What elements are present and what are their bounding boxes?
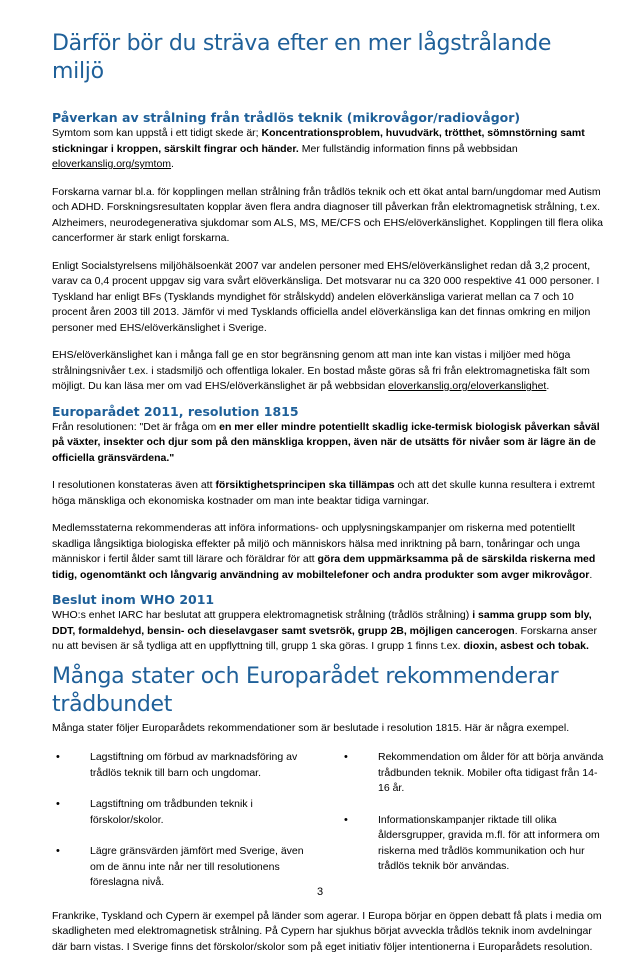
section-heading-radiation-effects: Påverkan av strålning från trådlös teknik (mikrovågor/radiovågor): [52, 110, 608, 126]
bold-text: göra dem uppmärksamma på de särskilda riskerna med tidig, ogenomtänkt och långvarig användning av mobiltelefoner och andra produkter som avger mikrovågor: [52, 553, 595, 581]
text-run: . Forskarna anser nu att bevisen är så tydliga att en uppflyttning till, grupp 1 ska göras. I grupp 1 finns t.ex.: [52, 625, 597, 653]
recommendations-intro: Många stater följer Europarådets rekommendationer som är beslutade i resolution 1815. Här är några exempel.: [52, 721, 608, 737]
bold-text: i samma grupp som bly, DDT, formaldehyd, bensin- och dieselavgaser samt svetsrök, grupp 2B, möjligen cancerogen: [52, 609, 592, 637]
symptom-link[interactable]: eloverkanslig.org/symtom: [52, 158, 171, 170]
who-paragraph: [52, 608, 608, 655]
text-run: Symtom som kan uppstå i ett tidigt skede är;: [52, 127, 262, 139]
bold-text: Koncentrationsproblem, huvudvärk, trötthet, sömnstörning samt stickningar i kroppen, särskilt fingrar och händer.: [52, 127, 585, 155]
member-states-paragraph: [52, 521, 608, 583]
text-run: EHS/elöverkänslighet kan i många fall ge en stor begränsning genom att man inte kan vistas i miljöer med höga strålningsnivåer t.ex. i stadsmiljö och offentliga lokaler. En bostad måste göras så fri från elektromagnetiska fält som möjligt. Du kan läsa mer om vad EHS/elöverkänslighet är på webbsidan: [52, 349, 590, 392]
list-item: • Informationskampanjer riktade till olika åldersgrupper, gravida m.fl. för att informera om riskerna med trådlös kommunikation och hur trådlös teknik bör användas.: [378, 813, 608, 875]
text-run: Från resolutionen: "Det är fråga om: [52, 421, 219, 433]
research-paragraph: Forskarna varnar bl.a. för kopplingen mellan strålning från trådlös teknik och ett ökat antal barn/ungdomar med Autism och ADHD. Forskningsresultaten kopplar även flera andra diagnoser till påverkan från elektromagnetisk strålning, t.ex. Alzheimers, neurodegenerativa sjukdomar som ALS, MS, ME/CFS och EHS/elöverkänslighet. Kopplingen till flera olika cancerformer är stark enligt forskarna.: [52, 185, 608, 247]
bold-text: försiktighetsprincipen ska tillämpas: [215, 479, 394, 491]
bullet-list-left: [52, 750, 320, 891]
bullet-list-right: [340, 750, 608, 875]
text-run: I resolutionen konstateras även att: [52, 479, 215, 491]
text-run: och att det skulle kunna resultera i extremt höga mänskliga och ekonomiska kostnader om man inte beaktar tidiga varningar.: [52, 479, 595, 507]
text-run: WHO:s enhet IARC har beslutat att gruppera elektromagnetisk strålning (trådlös strålning): [52, 609, 472, 621]
symptoms-paragraph: [52, 126, 608, 173]
bullet-columns: [52, 750, 608, 907]
text-run: Mer fullständig information finns på webbsidan: [299, 143, 518, 155]
text-run: .: [546, 380, 549, 392]
ehs-paragraph: [52, 348, 608, 395]
bullet-column-left: [52, 750, 320, 907]
list-item: • Lägre gränsvärden jämfört med Sverige, även om de ännu inte når ner till resolutionens föreslagna nivå.: [90, 844, 320, 891]
list-item: • Lagstiftning om trådbunden teknik i förskolor/skolor.: [90, 797, 320, 828]
page-number: 3: [0, 886, 640, 898]
section-heading-council-of-europe: Europarådet 2011, resolution 1815: [52, 404, 608, 420]
section-title-recommendations: Många stater och Europarådet rekommenderar trådbundet: [52, 663, 608, 719]
page-title: Därför bör du sträva efter en mer lågstrålande miljö: [52, 30, 608, 86]
text-run: Medlemsstaterna rekommenderas att införa informations- och upplysningskampanjer om riskerna med potentiellt skadliga långsiktiga biologiska effekter på miljö och människors hälsa med inriktning på barn, tonåringar och unga människor i fertil ålder samt till lärare och föräldrar för att: [52, 522, 580, 565]
ehs-link[interactable]: eloverkanslig.org/eloverkanslighet: [388, 380, 546, 392]
bold-text: en mer eller mindre potentiellt skadlig icke-termisk biologisk påverkan såväl på växter, insekter och djur som på den mänskliga kroppen, även när de utsätts för nivåer som är lägre än de officiella gränsvärdena.": [52, 421, 600, 464]
precaution-paragraph: [52, 478, 608, 509]
text-run: .: [589, 569, 592, 581]
text-run: .: [171, 158, 174, 170]
bullet-column-right: [340, 750, 608, 907]
section-heading-who: Beslut inom WHO 2011: [52, 592, 608, 608]
bold-text: dioxin, asbest och tobak.: [464, 640, 589, 652]
closing-paragraph: Frankrike, Tyskland och Cypern är exempel på länder som agerar. I Europa börjar en öppen debatt få plats i media om skadligheten med elektromagnetisk strålning. På Cypern har sjukhus börjat avveckla trådlös teknik inom avdelningar där barn vistas. I Sverige finns det förskolor/skolor som på eget initiativ följer intentionerna i Europarådets resolution.: [52, 909, 608, 955]
page-content: [52, 30, 608, 955]
statistics-paragraph: Enligt Socialstyrelsens miljöhälsoenkät 2007 var andelen personer med EHS/elöverkänslighet redan då 3,2 procent, varav ca 0,4 procent uppgav sig vara svårt elöverkänsliga. Det motsvarar nu ca 320 000 respektive 41 000 personer. I Tyskland har enligt BFs (Tysklands myndighet för strålskydd) andelen elöverkänsliga varierat mellan ca 7 och 10 procent åren 2003 till 2013. Jämför vi med Tysklands officiella andel elöverkänsliga kan det finnas omkring en miljon personer med EHS/elöverkänslighet i Sverige.: [52, 259, 608, 337]
list-item: • Rekommendation om ålder för att börja använda trådbunden teknik. Mobiler ofta tidigast från 14-16 år.: [378, 750, 608, 797]
resolution-quote-paragraph: [52, 420, 608, 467]
list-item: • Lagstiftning om förbud av marknadsföring av trådlös teknik till barn och ungdomar.: [90, 750, 320, 781]
